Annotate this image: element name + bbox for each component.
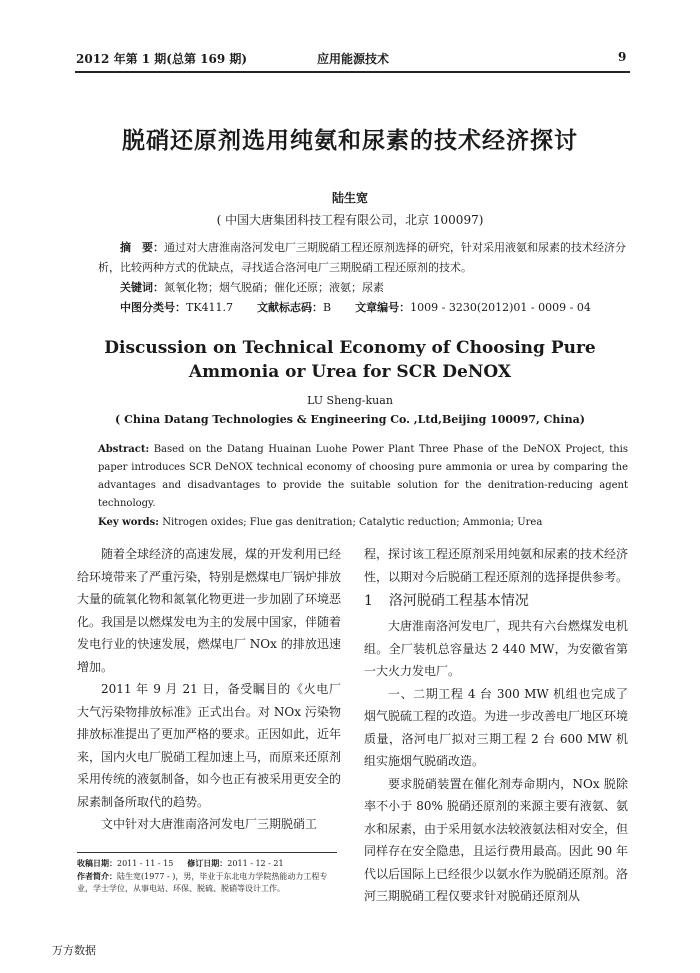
- right-paragraph-2: 大唐淮南洛河发电厂，现共有六台燃煤发电机组。全厂装机总容量达 2 440 MW，为安徽省第一大火力发电厂。: [364, 619, 629, 678]
- footnote-author: [77, 870, 339, 895]
- abstract-en: [98, 441, 628, 513]
- author-bio: 陆生宽(1977 - )，男，毕业于东北电力学院热能动力工程专业，学士学位，从事电站、环保、脱硫、脱硝等设计工作。: [77, 872, 328, 893]
- keywords-cn-label: 关键词：: [120, 281, 164, 294]
- footnote-rule: [77, 852, 337, 853]
- section-title: 洛河脱硝工程基本情况: [388, 593, 529, 609]
- clc-value: TK411.7: [186, 301, 234, 314]
- footnote-dates: [77, 857, 339, 870]
- keywords-en: [98, 514, 628, 532]
- article-no-value: 1009 - 3230(2012)01 - 0009 - 04: [410, 301, 591, 314]
- right-paragraph-4: 要求脱硝装置在催化剂寿命期内，NOx 脱除率不小于 80% 脱硝还原剂的来源主要有液氨、氨水和尿素，由于采用氨水法较液氨法相对安全，但同样存在安全隐患，且运行费用最高。因此 90 年代以后国际上已经很少以氨水作为脱硝还原剂。洛河三期脱硝工程仅要求针对脱硝还原剂从: [364, 776, 629, 903]
- doc-code-value: B: [323, 301, 332, 314]
- title-en-line1: Discussion on Technical Economy of Choosing Pure: [104, 338, 596, 358]
- clc-label: 中图分类号：: [120, 301, 186, 314]
- received-label: 收稿日期：: [77, 858, 117, 868]
- received-date: 2011 - 11 - 15: [117, 859, 174, 868]
- classification-line: [120, 298, 650, 318]
- author-en: LU Sheng-kuan: [307, 394, 393, 407]
- keywords-en-text: Nitrogen oxides; Flue gas denitration; Catalytic reduction; Ammonia; Urea: [162, 517, 543, 528]
- author-bio-label: 作者简介：: [77, 871, 117, 881]
- section-heading: [364, 590, 628, 612]
- revised-label: 修订日期：: [187, 858, 228, 868]
- section-number: 1: [364, 593, 373, 609]
- journal-name: 应用能源技术: [317, 52, 390, 66]
- title-en-line2: Ammonia or Urea for SCR DeNOX: [188, 362, 512, 382]
- header-rule: [75, 71, 630, 73]
- article-no-label: 文章编号：: [355, 301, 411, 314]
- journal-issue: 2012 年第 1 期(总第 169 期): [76, 52, 248, 66]
- abstract-cn-label: 摘 要：: [120, 241, 164, 254]
- left-paragraph-2: 2011 年 9 月 21 日，备受瞩目的《火电厂大气污染物排放标准》正式出台。对 NOx 污染物排放标准提出了更加严格的要求。正因如此，近年来，国内火电厂脱硝工程加速上马，而原来还原剂采用传统的液氨制备，如今也正有被采用更安全的尿素制备所取代的趋势。: [77, 682, 342, 809]
- title-cn: 脱硝还原剂选用纯氨和尿素的技术经济探讨: [122, 127, 578, 154]
- right-column: [364, 543, 628, 908]
- keywords-cn: [120, 278, 650, 298]
- left-paragraph-3: 文中针对大唐淮南洛河发电厂三期脱硝工: [101, 817, 318, 831]
- title-en: [0, 336, 700, 384]
- right-paragraph-3: 一、二期工程 4 台 300 MW 机组也完成了烟气脱硫工程的改造。为进一步改善电厂地区环境质量，洛河电厂拟对三期工程 2 台 600 MW 机组实施烟气脱硝改造。: [364, 686, 629, 768]
- watermark: 万方数据: [52, 944, 96, 957]
- author-cn: 陆生宽: [331, 191, 368, 205]
- abstract-cn: [98, 238, 628, 278]
- abstract-en-text: Based on the Datang Huainan Luohe Power Plant Three Phase of the DeNOX Project, this paper introduces SCR DeNOX technical economy of choosing pure ammonia or urea by comparing the advantages and disadvantages to provide the suitable solution for the denitration-reducing agent technology.: [98, 444, 628, 509]
- page-number: 9: [618, 50, 627, 64]
- affiliation-cn: ( 中国大唐集团科技工程有限公司，北京 100097): [216, 213, 484, 227]
- revised-date: 2011 - 12 - 21: [227, 859, 284, 868]
- keywords-cn-text: 氮氧化物；烟气脱硝；催化还原；液氨；尿素: [164, 281, 384, 294]
- left-paragraph-1: 随着全球经济的高速发展，煤的开发利用已经给环境带来了严重污染，特别是燃煤电厂锅炉排放大量的硫氧化物和氮氧化物更进一步加剧了环境恶化。我国是以燃煤发电为主的发展中国家，伴随着发电行业的快速发展，燃煤电厂 NOx 的排放迅速增加。: [77, 547, 342, 674]
- abstract-en-label: Abstract:: [98, 444, 150, 455]
- right-paragraph-1: 程，探讨该工程还原剂采用纯氨和尿素的技术经济性，以期对今后脱硝工程还原剂的选择提供参考。: [364, 547, 629, 584]
- doc-code-label: 文献标志码：: [257, 301, 324, 314]
- left-column: [77, 543, 341, 836]
- footnote: [77, 857, 339, 895]
- keywords-en-label: Key words:: [98, 517, 159, 528]
- affiliation-en: ( China Datang Technologies & Engineering Co. ,Ltd,Beijing 100097, China): [115, 413, 585, 426]
- abstract-cn-text: 通过对大唐淮南洛河发电厂三期脱硝工程还原剂选择的研究，针对采用液氨和尿素的技术经济分析，比较两种方式的优缺点，寻找适合洛河电厂三期脱硝工程还原剂的技术。: [98, 241, 626, 274]
